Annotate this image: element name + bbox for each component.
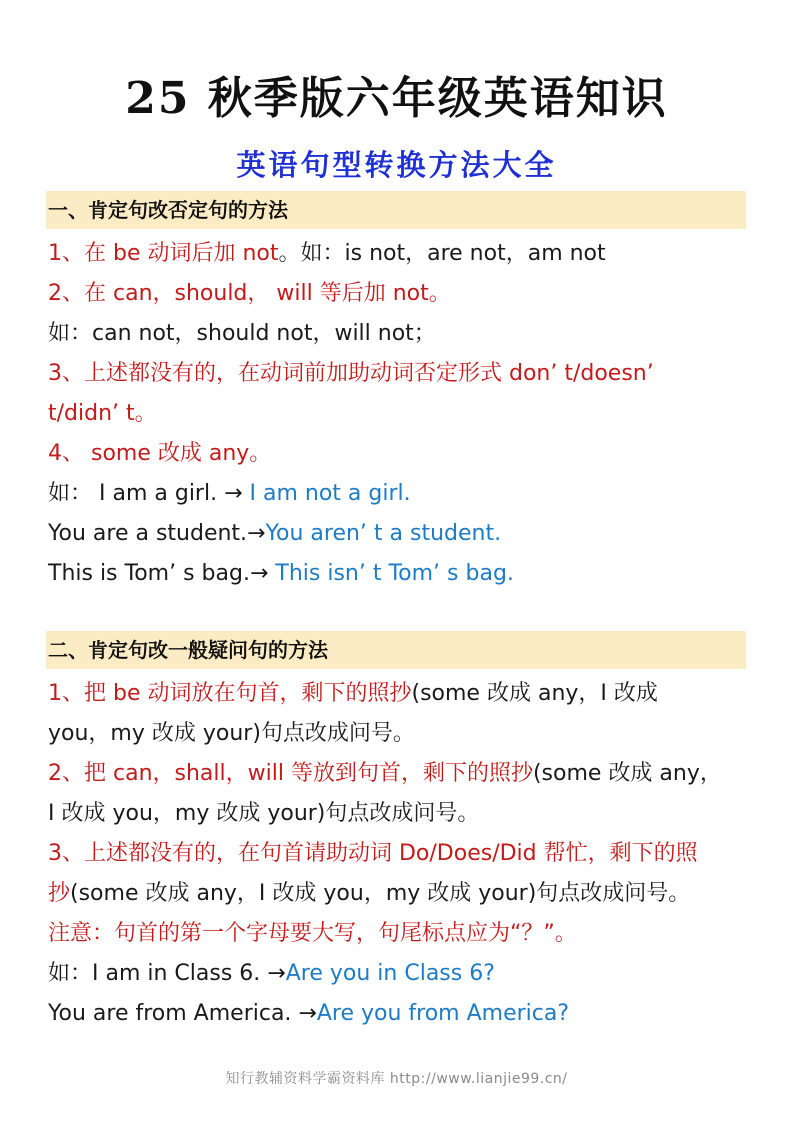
- rule-note: (some 改成 any，I 改成: [411, 681, 658, 706]
- rule-line-3-cont: [48, 399, 748, 429]
- example-answer: Are you from America?: [316, 1001, 570, 1026]
- example-line-1: [48, 479, 748, 509]
- rule-text: 1、在 be 动词后加 not: [48, 241, 279, 266]
- rule-line-4: [48, 439, 748, 469]
- rule-line-1-cont: [48, 719, 748, 749]
- rule-example: 如：can not，should not，will not；: [48, 321, 436, 346]
- rule-text: 1、把 be 动词放在句首，剩下的照抄: [48, 681, 412, 706]
- rule-line-3: [48, 359, 748, 389]
- rule-example-line: [48, 319, 748, 349]
- rule-text: 抄: [48, 881, 71, 906]
- example-line-2: [48, 999, 748, 1029]
- rule-note: (some 改成 any，: [532, 761, 722, 786]
- rule-line-2-cont: [48, 799, 748, 829]
- example-answer: I am not a girl.: [249, 481, 411, 506]
- rule-text: 4、 some 改成 any。: [48, 441, 272, 466]
- section-heading-negative: 一、肯定句改否定句的方法: [46, 191, 746, 229]
- section-heading-question: 二、肯定句改一般疑问句的方法: [46, 631, 746, 669]
- rule-text: t/didn’ t。: [48, 401, 157, 426]
- note-text: 注意：句首的第一个字母要大写，句尾标点应为“？”。: [48, 921, 577, 946]
- example-source: 如： I am a girl. →: [48, 481, 250, 506]
- example-source: You are from America. →: [48, 1001, 317, 1026]
- rule-line-3: [48, 839, 748, 869]
- example-answer: Are you in Class 6?: [285, 961, 495, 986]
- rule-line-1: [48, 679, 748, 709]
- example-line-1: [48, 959, 748, 989]
- rule-text: 3、上述都没有的，在句首请助动词 Do/Does/Did 帮忙，剩下的照: [48, 841, 698, 866]
- example-source: 如：I am in Class 6. →: [48, 961, 286, 986]
- rule-text: 2、把 can，shall，will 等放到句首，剩下的照抄: [48, 761, 533, 786]
- example-answer: You aren’ t a student.: [265, 521, 502, 546]
- rule-text: 3、上述都没有的，在动词前加助动词否定形式 don’ t/doesn’: [48, 361, 654, 386]
- rule-line-2: [48, 759, 748, 789]
- rule-note: (some 改成 any，I 改成 you，my 改成 your)句点改成问号。: [70, 881, 691, 906]
- rule-line-1: [48, 239, 748, 269]
- example-line-3: [48, 559, 748, 589]
- example-line-2: [48, 519, 748, 549]
- rule-text: 2、在 can，should， will 等后加 not。: [48, 281, 451, 306]
- footer-watermark: 知行教辅资料学霸资料库 http://www.lianjie99.cn/: [225, 1071, 568, 1087]
- rule-note: you，my 改成 your)句点改成问号。: [48, 721, 415, 746]
- example-source: This is Tom’ s bag.→: [48, 561, 276, 586]
- rule-note: I 改成 you，my 改成 your)句点改成问号。: [48, 801, 480, 826]
- rule-example: 。如：is not，are not，am not: [278, 241, 606, 266]
- example-answer: This isn’ t Tom’ s bag.: [275, 561, 514, 586]
- note-line: [48, 919, 748, 949]
- page-title: 25 秋季版六年级英语知识: [125, 73, 668, 124]
- rule-line-2: [48, 279, 748, 309]
- page-subtitle: 英语句型转换方法大全: [236, 148, 557, 182]
- example-source: You are a student.→: [48, 521, 266, 546]
- rule-line-3-cont: [48, 879, 748, 909]
